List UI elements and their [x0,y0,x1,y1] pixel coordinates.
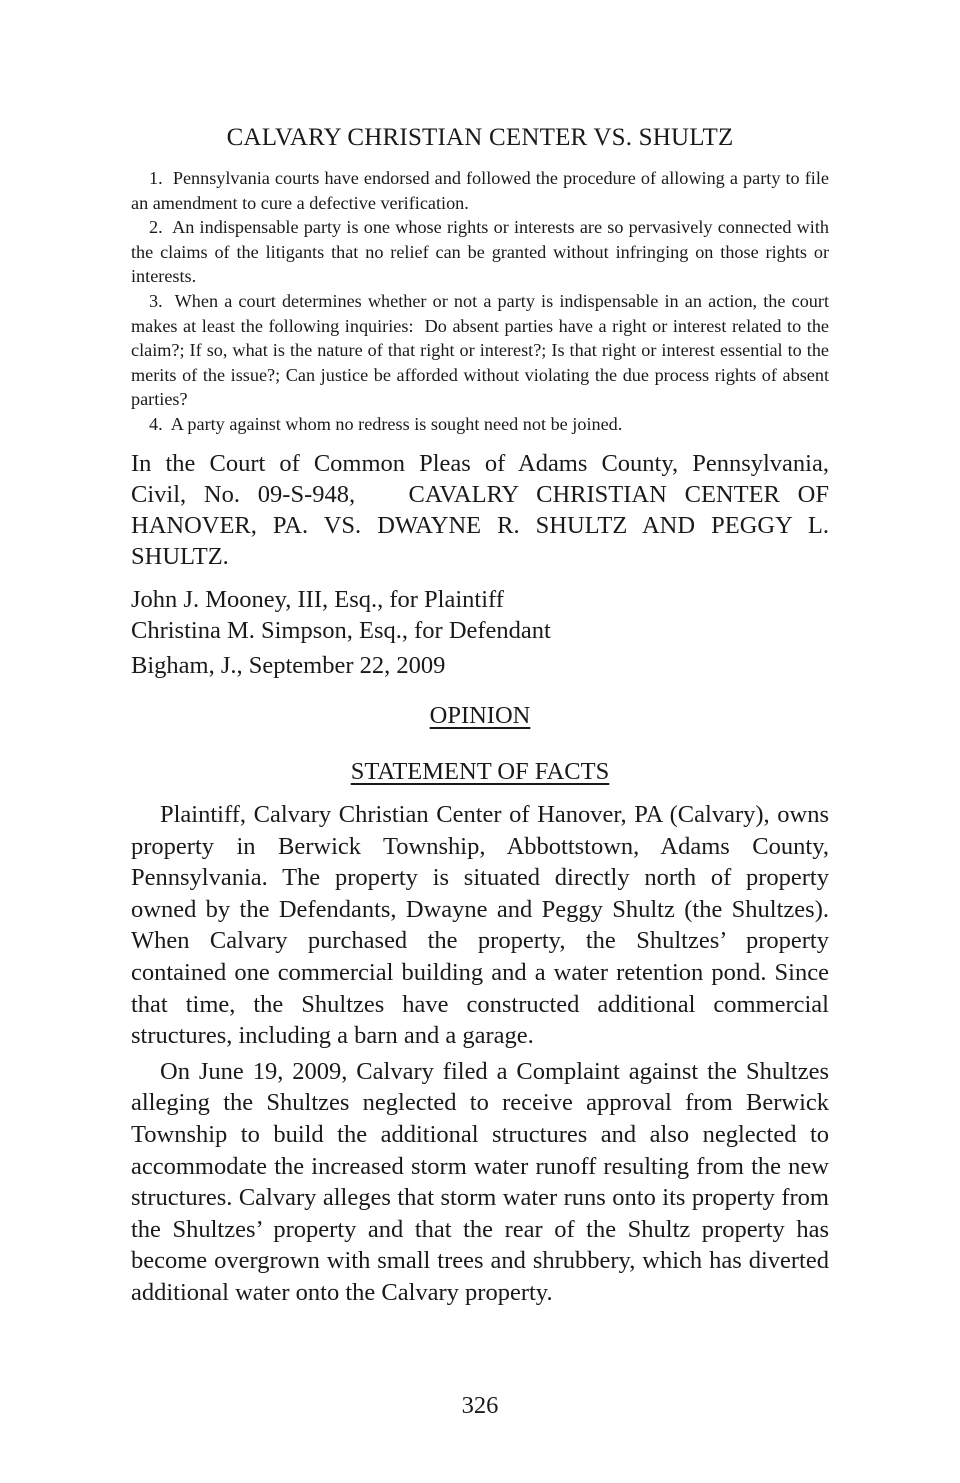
court-line: In the Court of Common Pleas of Adams County, Pennsylvania, [131,450,829,477]
defendant-counsel: Christina M. Simpson, Esq., for Defendant [131,617,551,644]
case-caption [131,448,829,572]
counsel-block [131,584,829,646]
opinion-heading: OPINION [429,702,531,729]
body-paragraph-1: Plaintiff, Calvary Christian Center of Hanover, PA (Calvary), owns property in Berwick Township, Abbottstown, Adams County, Pennsylvania. The property is situated directly north of property owned by the Defendants, Dwayne and Peggy Shultz (the Shultzes). When Calvary purchased the property, the Shultzes’ property contained one commercial building and a water retention pond. Since that time, the Shultzes have constructed additional commercial structures, including a barn and a garage. [131,801,829,1050]
judge-date-line: Bigham, J., September 22, 2009 [131,652,446,679]
statement-of-facts-heading: STATEMENT OF FACTS [350,758,610,785]
opinion-body [131,799,829,1313]
headnotes [131,166,829,437]
headnote-4: 4. A party against whom no redress is sought need not be joined. [149,413,623,434]
headnote-3: 3. When a court determines whether or not a party is indispensable in an action, the court makes at least the following inquiries: Do absent parties have a right or interest related to the claim?; If so, what is the nature of that right or interest?; Is that right or interest essential to the merits of the issue?; Can justice be afforded without violating the due process rights of absent parties? [131,290,829,410]
plaintiff-counsel: John J. Mooney, III, Esq., for Plaintiff [131,586,504,613]
headnote-1: 1. Pennsylvania courts have endorsed and followed the procedure of allowing a party to file an amendment to cure a defective verification. [131,168,829,213]
headnote-2: 2. An indispensable party is one whose rights or interests are so pervasively connected with the claims of the litigants that no relief can be granted without infringing on those rights or interests. [131,217,829,287]
page-number: 326 [461,1392,499,1419]
case-line: Civil, No. 09-S-948, CAVALRY CHRISTIAN CENTER OF HANOVER, PA. VS. DWAYNE R. SHULTZ AND PEGGY L. SHULTZ. [131,481,829,570]
running-title: CALVARY CHRISTIAN CENTER VS. SHULTZ [226,124,734,151]
body-paragraph-2: On June 19, 2009, Calvary filed a Complaint against the Shultzes alleging the Shultzes neglected to receive approval from Berwick Township to build the additional structures and also neglected to accommodate the increased storm water runoff resulting from the new structures. Calvary alleges that storm water runs onto its property from the Shultzes’ property and that the rear of the Shultz property has become overgrown with small trees and shrubbery, which has diverted additional water onto the Calvary property. [131,1057,829,1306]
